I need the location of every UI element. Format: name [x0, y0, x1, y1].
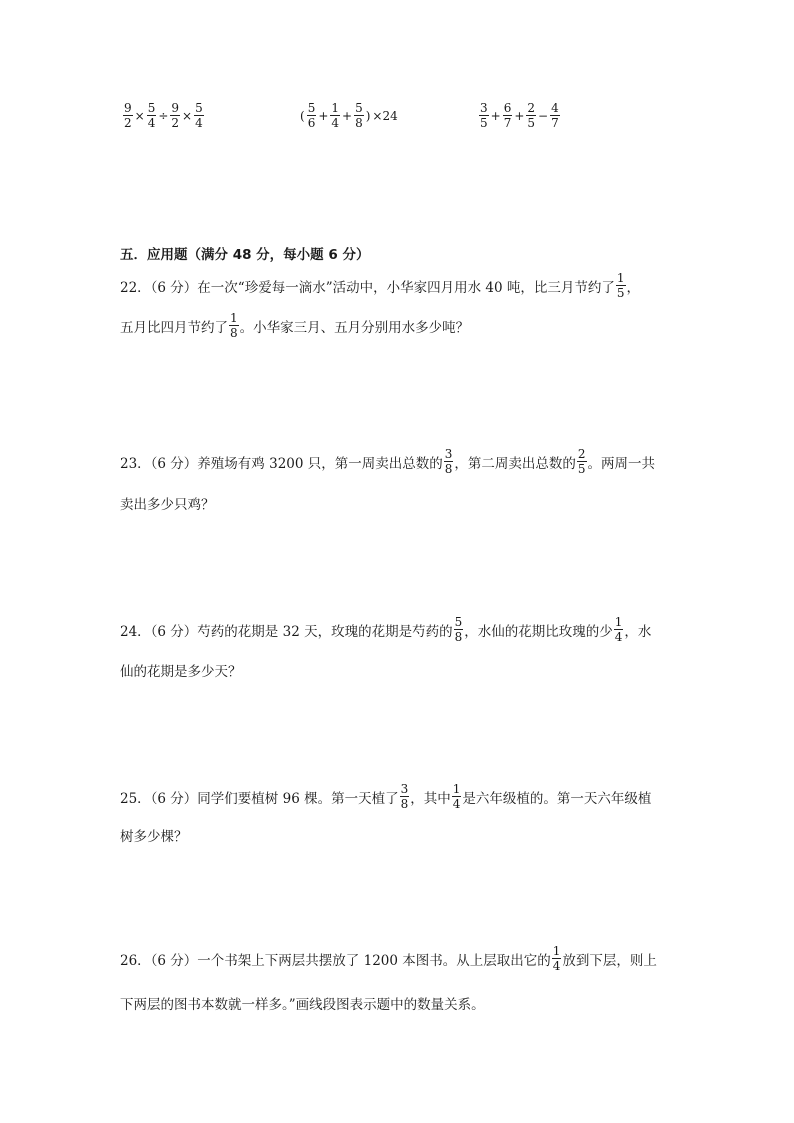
- fraction: $\frac{5}{4}$: [195, 101, 203, 130]
- problem-23-line-1: 23．（6 分）养殖场有鸡 3200 只，第一周卖出总数的 $\frac{3}{8}$ ，第二周卖出总数的 $\frac{2}{5}$ 。两周一共: [120, 447, 656, 476]
- problem-23-line-2: 卖出多少只鸡？: [120, 497, 215, 513]
- fraction: $\frac{5}{4}$: [147, 101, 156, 130]
- fraction: $\frac{9}{2}$: [124, 101, 132, 130]
- problem-25-line-2: 树多少棵？: [120, 829, 188, 845]
- problem-24-line-1: 24．（6 分）芍药的花期是 32 天，玫瑰的花期是芍药的 $\frac{5}{8}$ ，水仙的花期比玫瑰的少 $\frac{1}{4}$ ，水: [120, 615, 652, 644]
- fraction: $\frac{1}{4}$: [614, 615, 623, 644]
- problem-25-line-1: 25．（6 分）同学们要植树 96 棵。第一天植了 $\frac{3}{8}$ ，其中 $\frac{1}{4}$ 是六年级植的。第一天六年级植: [120, 782, 652, 811]
- expression-1: $\frac{9}{2}$ × $\frac{5}{4}$ ÷ $\frac{9}{2}$ × $\frac{5}{4}$: [124, 101, 203, 130]
- fraction: $\frac{6}{7}$: [503, 101, 512, 130]
- fraction: $\frac{5}{6}$: [307, 101, 316, 130]
- problem-26-line-2: 下两层的图书本数就一样多。”画线段图表示题中的数量关系。: [120, 997, 485, 1013]
- fraction: $\frac{4}{7}$: [551, 101, 559, 130]
- fraction: $\frac{2}{5}$: [527, 101, 536, 130]
- fraction: $\frac{3}{5}$: [480, 101, 488, 130]
- fraction: $\frac{5}{8}$: [355, 101, 363, 130]
- problem-26-line-1: 26．（6 分）一个书架上下两层共摆放了 1200 本图书。从上层取出它的 $\frac{1}{4}$ 放到下层，则上: [120, 944, 657, 973]
- fraction: $\frac{1}{4}$: [331, 101, 340, 130]
- fraction: $\frac{1}{5}$: [616, 271, 625, 300]
- fraction: $\frac{1}{8}$: [230, 311, 238, 340]
- fraction: $\frac{3}{8}$: [400, 782, 409, 811]
- fraction: $\frac{1}{4}$: [452, 782, 461, 811]
- fraction: $\frac{3}{8}$: [444, 447, 453, 476]
- problem-22-line-2: 五月比四月节约了 $\frac{1}{8}$ 。小华家三月、五月分别用水多少吨？: [120, 311, 470, 340]
- section-heading: 五．应用题（满分 48 分，每小题 6 分）: [120, 247, 370, 263]
- fraction: $\frac{5}{8}$: [454, 615, 463, 644]
- fraction: $\frac{1}{4}$: [552, 944, 561, 973]
- problem-24-line-2: 仙的花期是多少天？: [120, 664, 242, 680]
- fraction: $\frac{9}{2}$: [171, 101, 180, 130]
- problem-22-line-1: 22．（6 分）在一次“珍爱每一滴水”活动中，小华家四月用水 40 吨，比三月节约了 $\frac{1}{5}$ ，: [120, 271, 641, 300]
- expression-2: ( $\frac{5}{6}$ + $\frac{1}{4}$ + $\frac{5}{8}$ ) ×24: [300, 101, 398, 130]
- fraction: $\frac{2}{5}$: [577, 447, 586, 476]
- expression-3: $\frac{3}{5}$ + $\frac{6}{7}$ + $\frac{2}{5}$ − $\frac{4}{7}$: [480, 101, 559, 130]
